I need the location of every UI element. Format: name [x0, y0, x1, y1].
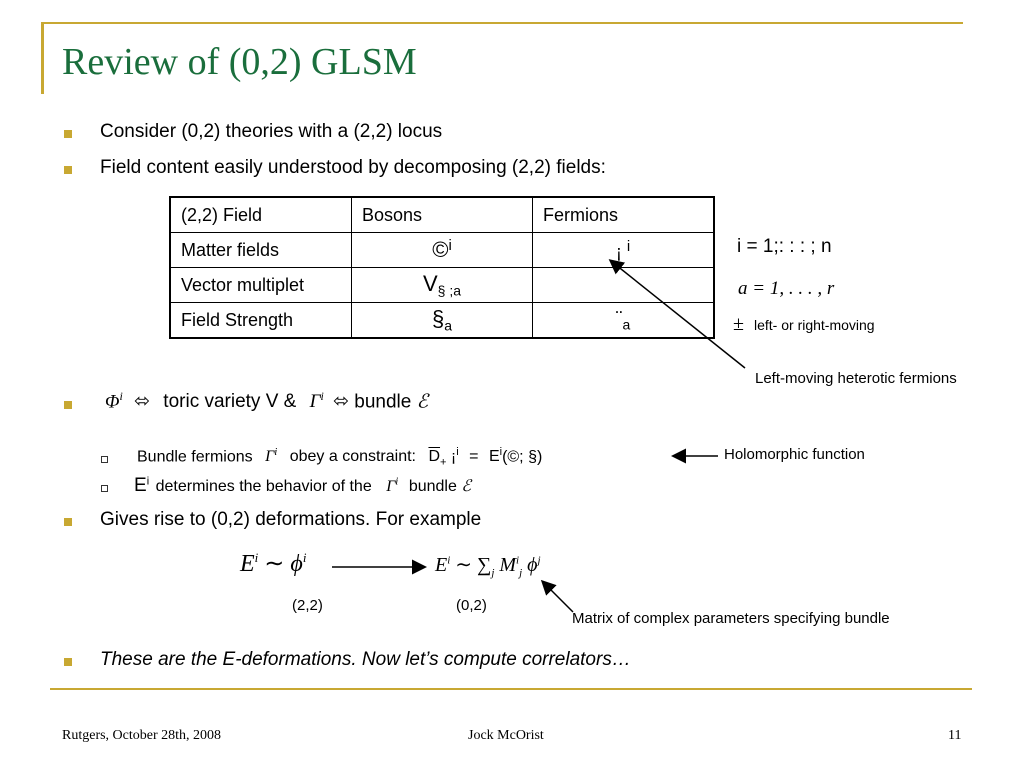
bullet-text-2: Field content easily understood by decomposing (2,2) fields: [100, 157, 606, 178]
sub2-mid: determines the behavior of the [155, 478, 372, 495]
fermion-subscript: a [622, 316, 631, 333]
sub2-bundle: bundle [408, 478, 457, 495]
table-header-cell: (2,2) Field [170, 197, 352, 233]
rhs-sum-sub: j [491, 567, 495, 579]
plus-minus-symbol: ± [733, 313, 744, 335]
rhs-e: E [435, 554, 448, 576]
constraint-fermion-sup: i [456, 446, 459, 458]
deformation-rhs [435, 552, 541, 579]
lhs-e-sup: i [254, 550, 259, 565]
equivalence-arrow-icon: ⬄ [134, 391, 151, 413]
script-e-symbol: ℰ [461, 478, 471, 495]
gamma-superscript: i [274, 446, 278, 458]
rhs-phi: ϕ [527, 554, 538, 576]
table-cell-field: Field Strength [170, 303, 352, 339]
heterotic-arrow [611, 261, 745, 368]
table-cell-field: Vector multiplet [170, 268, 352, 303]
toric-text: toric variety V & [163, 391, 297, 413]
index-range: i = 1;: : : ; n [737, 236, 832, 257]
boson-subscript: § ;a [437, 282, 462, 299]
fermion-superscript: i [626, 237, 631, 255]
boson-symbol: § [431, 306, 445, 332]
constraint-d: $\overline{D}$ [428, 448, 441, 466]
equivalence-arrow-icon: ⬄ [333, 391, 349, 413]
phi-symbol: Φ [105, 391, 120, 413]
bullet-text-5: These are the E-deformations. Now let’s compute correlators… [100, 649, 631, 670]
sub1-prefix: Bundle fermions [137, 448, 253, 466]
gamma-symbol: Γ [386, 478, 396, 495]
bullet-text-1: Consider (0,2) theories with a (2,2) locus [100, 121, 443, 142]
bullet-marker [64, 401, 72, 409]
footer-rule [50, 688, 972, 690]
phi-superscript: i [119, 389, 123, 403]
label-02: (0,2) [456, 597, 487, 614]
rhs-m: M [499, 554, 517, 576]
rhs-sum: ∑ [477, 554, 492, 576]
lhs-tilde: ∼ [264, 551, 285, 577]
bullet-marker [64, 518, 72, 526]
bullet-text-3 [105, 389, 428, 413]
sub-bullet-marker [101, 456, 108, 463]
e-function-args: (©; §) [502, 448, 543, 466]
gamma-symbol: Γ [265, 448, 275, 466]
slide-title: Review of (0,2) GLSM [62, 41, 417, 83]
boson-symbol: © [432, 237, 449, 262]
lhs-phi-sup: i [302, 550, 307, 565]
deformation-lhs [240, 549, 306, 578]
e-symbol-sup: i [146, 475, 150, 488]
rhs-e-sup: i [447, 554, 451, 567]
fermion-symbol: ¨ [615, 307, 623, 330]
footer-author: Jock McOrist [468, 728, 544, 743]
lhs-e: E [240, 551, 255, 577]
footer-date: Rutgers, October 28th, 2008 [62, 728, 222, 743]
boson-subscript: a [444, 317, 453, 334]
holomorphic-note: Holomorphic function [724, 446, 865, 463]
table-header-cell: Bosons [352, 197, 533, 233]
constraint-d-subscript: + [440, 456, 447, 469]
label-22: (2,2) [292, 597, 323, 614]
matrix-arrow [543, 582, 573, 612]
sub-bullet-text-2 [134, 475, 471, 497]
gamma-superscript: i [320, 389, 324, 403]
e-function: E [488, 448, 500, 466]
chirality-note: left- or right-moving [754, 317, 875, 333]
lhs-phi: ϕ [290, 551, 303, 577]
sub-bullet-marker [101, 485, 108, 492]
footer-page-number: 11 [948, 728, 962, 743]
constraint-fermion: ¡ [450, 448, 457, 466]
sub-bullet-text-1 [137, 446, 542, 469]
bundle-text: bundle [354, 391, 412, 413]
gamma-symbol: Γ [309, 391, 321, 413]
e-function-sup: i [499, 446, 503, 458]
boson-symbol: V [422, 271, 438, 297]
table-header-cell: Fermions [533, 197, 715, 233]
rhs-m-sub: j [519, 567, 523, 579]
table-cell-field: Matter fields [170, 233, 352, 268]
script-e-symbol: ℰ [416, 391, 429, 413]
equals-sign: = [469, 448, 479, 466]
bullet-marker [64, 658, 72, 666]
a-range: a = 1, . . . , r [738, 278, 835, 299]
rhs-m-sup: i [516, 554, 520, 567]
e-symbol: E [134, 475, 147, 496]
boson-superscript: i [448, 237, 452, 254]
matrix-note: Matrix of complex parameters specifying bundle [572, 610, 890, 627]
heterotic-fermions-note: Left-moving heterotic fermions [755, 370, 957, 387]
sub1-mid: obey a constraint: [289, 448, 416, 466]
rhs-tilde: ∼ [455, 554, 473, 576]
rhs-phi-sup: j [537, 554, 541, 567]
gamma-superscript: i [395, 475, 399, 488]
fermion-symbol: ¡ [615, 241, 622, 262]
bullet-text-4: Gives rise to (0,2) deformations. For example [100, 509, 482, 530]
